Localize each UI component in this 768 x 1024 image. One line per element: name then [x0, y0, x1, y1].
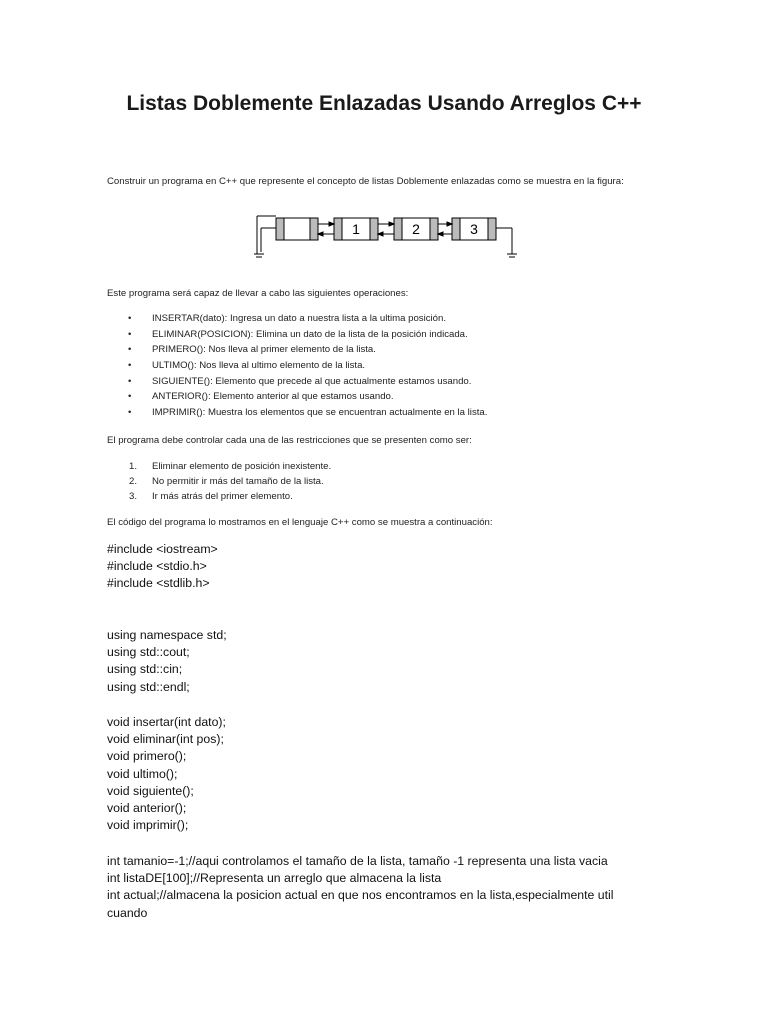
code-includes [107, 541, 747, 593]
bullet-icon: • [128, 407, 132, 419]
operations-intro: Este programa será capaz de llevar a cabo las siguientes operaciones: [107, 288, 409, 299]
list-item: • IMPRIMIR(): Muestra los elementos que se encuentran actualmente en la lista. [107, 405, 707, 421]
code-line: using std::cin; [107, 662, 183, 677]
node-label: 3 [470, 221, 478, 237]
bullet-icon: • [128, 344, 132, 356]
bullet-icon: • [128, 375, 132, 387]
code-line: #include <stdio.h> [107, 559, 207, 574]
node-label: 1 [352, 221, 360, 237]
document-title: Listas Doblemente Enlazadas Usando Arreglos C++ [126, 92, 642, 115]
bullet-icon: • [128, 328, 132, 340]
bullet-icon: • [128, 360, 132, 372]
list-item: • PRIMERO(): Nos lleva al primer elemento de la lista. [107, 342, 707, 358]
list-node [452, 218, 496, 240]
code-line: void anterior(); [107, 800, 187, 815]
list-node [276, 218, 318, 240]
code-line: void imprimir(); [107, 818, 189, 833]
intro-paragraph: Construir un programa en C++ que represente el concepto de listas Doblemente enlazadas como se muestra en la figura: [107, 176, 624, 187]
code-using [107, 627, 747, 696]
code-prototypes [107, 714, 747, 834]
code-line: int actual;//almacena la posicion actual en que nos encontramos en la lista,especialmente util [107, 888, 614, 903]
restrictions-list [107, 459, 707, 504]
bullet-icon: • [128, 391, 132, 403]
code-line: void primero(); [107, 749, 187, 764]
code-line: void ultimo(); [107, 766, 178, 781]
list-item: 3. Ir más atrás del primer elemento. [129, 491, 293, 502]
list-node [394, 218, 438, 240]
bullet-icon: • [128, 313, 132, 324]
code-line: void insertar(int dato); [107, 715, 226, 729]
code-line: using namespace std; [107, 628, 227, 642]
code-line: cuando [107, 905, 148, 920]
list-item: 1. Eliminar elemento de posición inexistente. [129, 461, 332, 472]
code-line: void siguiente(); [107, 783, 194, 798]
node-label: 2 [412, 221, 420, 237]
code-line: #include <iostream> [107, 542, 218, 556]
restrictions-intro: El programa debe controlar cada una de las restricciones que se presenten como ser: [107, 435, 472, 446]
operations-list [107, 311, 707, 421]
code-line: void eliminar(int pos); [107, 732, 224, 747]
list-item: • ELIMINAR(POSICION): Elimina un dato de la lista de la posición indicada. [107, 327, 707, 343]
list-item: • SIGUIENTE(): Elemento que precede al que actualmente estamos usando. [107, 374, 707, 390]
code-line: #include <stdlib.h> [107, 576, 210, 591]
code-intro: El código del programa lo mostramos en el lenguaje C++ como se muestra a continuación: [107, 517, 493, 528]
list-item: • ANTERIOR(): Elemento anterior al que estamos usando. [107, 389, 707, 405]
code-line: using std::cout; [107, 645, 190, 660]
list-node [334, 218, 378, 240]
code-line: int listaDE[100];//Representa un arreglo que almacena la lista [107, 871, 442, 886]
code-line: using std::endl; [107, 679, 190, 694]
list-item: • INSERTAR(dato): Ingresa un dato a nuestra lista a la ultima posición. [107, 311, 707, 327]
list-item: 2. No permitir ir más del tamaño de la lista. [129, 476, 324, 487]
code-variables [107, 853, 747, 922]
doubly-linked-list-figure [250, 198, 530, 268]
code-line: int tamanio=-1;//aqui controlamos el tamaño de la lista, tamaño -1 representa una lista vacia [107, 854, 608, 868]
list-item: • ULTIMO(): Nos lleva al ultimo elemento de la lista. [107, 358, 707, 374]
